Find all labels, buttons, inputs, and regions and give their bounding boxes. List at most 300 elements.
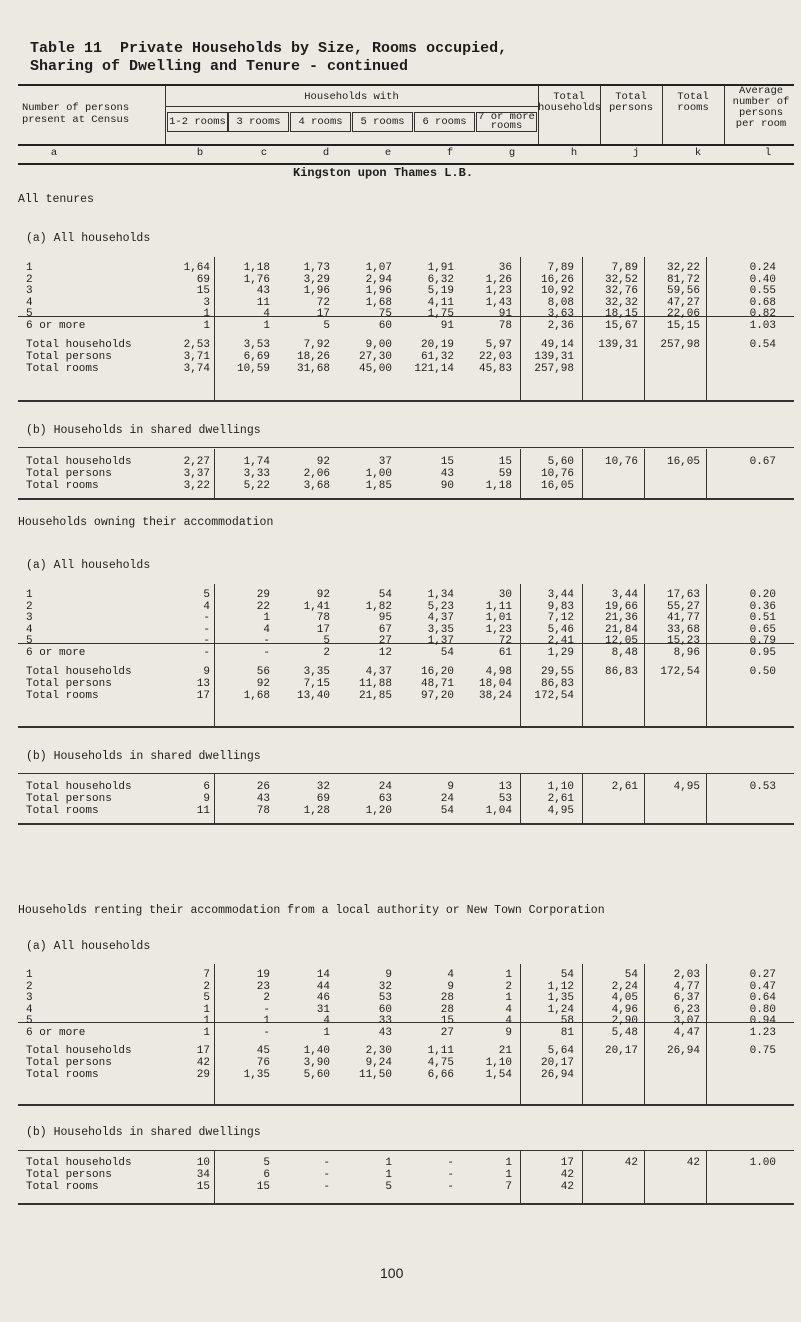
total-row-value: 26,94 xyxy=(666,1045,700,1057)
size-row-value: 32,32 xyxy=(604,296,638,309)
size-row-value: 44 xyxy=(316,980,330,993)
total-row-value: 29,55 xyxy=(540,666,574,678)
size-row-value: 0.27 xyxy=(749,969,776,981)
total-row-value: 42 xyxy=(624,1157,638,1169)
total-row-value: 9 xyxy=(203,666,210,678)
block-subheading: (a) All households xyxy=(26,940,151,953)
total-row-label: Total persons xyxy=(26,351,112,363)
total-row-value: 16,05 xyxy=(540,480,574,492)
total-row-value: 38,24 xyxy=(478,690,512,702)
size-row-value: 1 xyxy=(203,1015,210,1027)
size-row-value: 17,63 xyxy=(666,589,700,601)
size-row-value: 1,18 xyxy=(243,262,270,274)
size-row-value: - xyxy=(203,635,210,647)
size-row-value: 1 xyxy=(505,969,512,981)
column-letter-k: k xyxy=(694,147,702,159)
size-row-value: 1,11 xyxy=(485,600,512,613)
total-row-value: 1,85 xyxy=(365,480,392,492)
total-row-value: 45 xyxy=(256,1045,270,1057)
table-title-line2: Sharing of Dwelling and Tenure - continued xyxy=(30,58,409,75)
total-row-value: 0.67 xyxy=(749,456,776,468)
total-row-value: 15 xyxy=(498,456,512,468)
size-row-value: 72 xyxy=(316,296,330,309)
size-row-value: 17 xyxy=(316,623,330,636)
size-row-value: 2,36 xyxy=(547,319,574,332)
size-row-value: 5 xyxy=(203,992,210,1004)
total-row-value: 1,35 xyxy=(243,1069,270,1081)
size-row-value: 14 xyxy=(316,969,330,981)
size-row-label: 6 or more xyxy=(26,1026,86,1039)
total-row-value: 26 xyxy=(256,781,270,793)
total-row-value: 1,04 xyxy=(485,805,512,817)
total-row-value: 34 xyxy=(196,1169,210,1181)
total-row-value: - xyxy=(447,1157,454,1169)
size-row-value: 31 xyxy=(316,1003,330,1016)
rooms-col-header-5: 6 rooms xyxy=(414,112,475,132)
total-row-value: 3,53 xyxy=(243,339,270,351)
size-row-value: 1 xyxy=(203,319,210,332)
size-row-value: 78 xyxy=(498,319,512,332)
column-divider xyxy=(706,774,707,823)
persons-label-1: Number of persons xyxy=(22,102,130,114)
size-row-value: 32 xyxy=(378,980,392,993)
total-row-value: - xyxy=(323,1181,330,1193)
total-row-value: 5,60 xyxy=(303,1069,330,1081)
size-row-value: 2,90 xyxy=(611,1015,638,1027)
total-row-value: 4,95 xyxy=(547,805,574,817)
size-row-value: 0.36 xyxy=(749,600,776,613)
size-row-value: 0.40 xyxy=(749,273,776,286)
size-row-value: 2,41 xyxy=(547,635,574,647)
total-row-value: 11,50 xyxy=(358,1069,392,1081)
block-rule-bottom xyxy=(18,1203,794,1205)
size-row-value: 36 xyxy=(498,262,512,274)
total-row-value: 0.75 xyxy=(749,1045,776,1057)
size-row-value: 1 xyxy=(203,308,210,320)
size-row-label: 1 xyxy=(26,262,33,274)
size-row-value: 9 xyxy=(447,980,454,993)
total-row-value: 26,94 xyxy=(540,1069,574,1081)
size-row-value: - xyxy=(263,1003,270,1016)
total-row-value: 10 xyxy=(196,1157,210,1169)
total-row-value: 1,20 xyxy=(365,805,392,817)
size-row-value: 4,77 xyxy=(673,980,700,993)
total-row-value: 20,17 xyxy=(540,1057,574,1069)
total-row-value: 1,10 xyxy=(547,781,574,793)
size-row-label: 2 xyxy=(26,273,33,286)
total-row-value: - xyxy=(323,1157,330,1169)
total-row-value: 7,92 xyxy=(303,339,330,351)
size-row-value: 5 xyxy=(323,319,330,332)
column-letter-f: f xyxy=(446,147,454,159)
size-row-value: 27 xyxy=(440,1026,454,1039)
total-row-value: 139,31 xyxy=(598,339,638,351)
total-row-label: Total persons xyxy=(26,1057,112,1069)
total-row-value: 11 xyxy=(196,805,210,817)
total-row-value: 42 xyxy=(686,1157,700,1169)
column-divider xyxy=(706,964,707,1104)
size-row-value: 16,26 xyxy=(540,273,574,286)
size-row-value: 1,26 xyxy=(485,273,512,286)
size-row-value: 1,75 xyxy=(427,308,454,320)
size-row-value: 8,96 xyxy=(673,646,700,659)
size-row-value: 58 xyxy=(560,1015,574,1027)
size-row-value: 60 xyxy=(378,1003,392,1016)
size-row-value: 1,73 xyxy=(303,262,330,274)
column-letter-h: h xyxy=(570,147,578,159)
size-row-value: 9 xyxy=(505,1026,512,1039)
size-row-label: 1 xyxy=(26,589,33,601)
total-row-value: - xyxy=(447,1169,454,1181)
total-row-value: 3,68 xyxy=(303,480,330,492)
size-row-value: 54 xyxy=(560,969,574,981)
column-divider xyxy=(706,449,707,498)
size-row-value: 1,29 xyxy=(547,646,574,659)
total-row-label: Total persons xyxy=(26,1169,112,1181)
size-row-value: 1,37 xyxy=(427,635,454,647)
column-letter-c: c xyxy=(260,147,268,159)
total-row-value: 53 xyxy=(498,793,512,805)
size-row-value: 1.23 xyxy=(749,1026,776,1039)
size-row-value: 1,07 xyxy=(365,262,392,274)
total-row-value: 1,74 xyxy=(243,456,270,468)
size-row-value: 27 xyxy=(378,635,392,647)
total-row-value: 3,33 xyxy=(243,468,270,480)
total-row-value: 42 xyxy=(560,1181,574,1193)
size-row-value: 1 xyxy=(263,612,270,624)
size-row-value: 60 xyxy=(378,319,392,332)
total-row-value: 5,22 xyxy=(243,480,270,492)
size-row-value: 19 xyxy=(256,969,270,981)
size-row-value: 28 xyxy=(440,1003,454,1016)
households-with-label: Households with xyxy=(304,91,399,103)
total-row-value: 45,83 xyxy=(478,363,512,375)
total-row-label: Total households xyxy=(26,1045,132,1057)
size-row-value: 0.82 xyxy=(749,308,776,320)
total-row-value: 4,98 xyxy=(485,666,512,678)
size-row-value: 7,89 xyxy=(611,262,638,274)
size-row-value: 7,12 xyxy=(547,612,574,624)
size-row-value: 1 xyxy=(505,992,512,1004)
size-row-value: 0.79 xyxy=(749,635,776,647)
size-row-value: 12,05 xyxy=(604,635,638,647)
total-row-value: 21,85 xyxy=(358,690,392,702)
total-row-value: 13,40 xyxy=(296,690,330,702)
total-row-value: 37 xyxy=(378,456,392,468)
total-row-value: 43 xyxy=(256,793,270,805)
size-row-value: 2 xyxy=(323,646,330,659)
column-letter-j: j xyxy=(632,147,640,159)
size-row-value: - xyxy=(203,623,210,636)
total-row-value: 59 xyxy=(498,468,512,480)
size-row-value: - xyxy=(263,635,270,647)
block-rule-bottom xyxy=(18,823,794,825)
size-row-label: 3 xyxy=(26,992,33,1004)
size-row-value: 8,48 xyxy=(611,646,638,659)
size-row-value: 2 xyxy=(263,992,270,1004)
column-divider xyxy=(706,1150,707,1203)
rooms-col-header-1: 1-2 rooms xyxy=(167,112,228,132)
total-persons-header: Total persons xyxy=(608,91,654,114)
size-row-value: 1,96 xyxy=(303,285,330,297)
size-row-value: 29 xyxy=(256,589,270,601)
size-row-value: 1,96 xyxy=(365,285,392,297)
size-row-value: 3,35 xyxy=(427,623,454,636)
total-row-value: 63 xyxy=(378,793,392,805)
rooms-col-header-4: 5 rooms xyxy=(352,112,413,132)
total-row-value: 9 xyxy=(447,781,454,793)
total-row-value: 1,18 xyxy=(485,480,512,492)
total-row-value: 86,83 xyxy=(604,666,638,678)
size-row-value: 4,11 xyxy=(427,296,454,309)
total-row-value: 4,95 xyxy=(673,781,700,793)
size-row-value: 0.65 xyxy=(749,623,776,636)
section-heading: Households owning their accommodation xyxy=(18,516,274,529)
total-row-value: 13 xyxy=(196,678,210,690)
persons-label-2: present at Census xyxy=(22,114,130,126)
total-row-value: 121,14 xyxy=(414,363,454,375)
size-row-value: 4,05 xyxy=(611,992,638,1004)
total-row-label: Total persons xyxy=(26,468,112,480)
size-row-value: 5,46 xyxy=(547,623,574,636)
size-row-value: 6,37 xyxy=(673,992,700,1004)
size-row-value: 92 xyxy=(316,589,330,601)
total-row-value: 2,61 xyxy=(547,793,574,805)
size-row-value: 3,44 xyxy=(547,589,574,601)
size-row-value: 21,36 xyxy=(604,612,638,624)
size-row-value: 72 xyxy=(498,635,512,647)
size-row-value: 7,89 xyxy=(547,262,574,274)
size-row-value: 17 xyxy=(316,308,330,320)
block-rule-top xyxy=(18,1150,794,1151)
total-row-value: 3,74 xyxy=(183,363,210,375)
total-row-value: 0.53 xyxy=(749,781,776,793)
size-row-value: 67 xyxy=(378,623,392,636)
size-row-value: 3,44 xyxy=(611,589,638,601)
size-row-value: 3,29 xyxy=(303,273,330,286)
total-row-value: 69 xyxy=(316,793,330,805)
size-row-value: 59,56 xyxy=(666,285,700,297)
size-row-value: 54 xyxy=(378,589,392,601)
total-row-value: 18,26 xyxy=(296,351,330,363)
size-row-label: 4 xyxy=(26,1003,33,1016)
size-row-value: 4 xyxy=(505,1003,512,1016)
size-row-value: 1,24 xyxy=(547,1003,574,1016)
size-row-value: 15,67 xyxy=(604,319,638,332)
block-subheading: (b) Households in shared dwellings xyxy=(26,1126,261,1139)
total-row-value: 139,31 xyxy=(534,351,574,363)
block-rule-bottom xyxy=(18,498,794,500)
size-row-value: 0.47 xyxy=(749,980,776,993)
size-row-value: 1,35 xyxy=(547,992,574,1004)
size-row-value: 9,83 xyxy=(547,600,574,613)
total-row-value: 9,00 xyxy=(365,339,392,351)
size-row-label: 4 xyxy=(26,623,33,636)
block-subheading: (b) Households in shared dwellings xyxy=(26,750,261,763)
size-row-value: 4 xyxy=(203,600,210,613)
size-row-value: 43 xyxy=(378,1026,392,1039)
size-row-value: 1 xyxy=(203,1026,210,1039)
total-row-value: 1,40 xyxy=(303,1045,330,1057)
size-row-value: 10,92 xyxy=(540,285,574,297)
block-rule-bottom xyxy=(18,1104,794,1106)
block-subheading: (a) All households xyxy=(26,559,151,572)
total-row-value: 1,28 xyxy=(303,805,330,817)
block-rule-bottom xyxy=(18,400,794,402)
size-row-value: 78 xyxy=(316,612,330,624)
total-row-value: 10,76 xyxy=(540,468,574,480)
size-row-value: 2 xyxy=(203,980,210,993)
total-row-value: 15 xyxy=(196,1181,210,1193)
size-row-value: 0.68 xyxy=(749,296,776,309)
total-row-value: 4,37 xyxy=(365,666,392,678)
size-row-value: 1,23 xyxy=(485,623,512,636)
total-row-value: 1,10 xyxy=(485,1057,512,1069)
size-row-value: 4 xyxy=(263,308,270,320)
size-row-value: 91 xyxy=(498,308,512,320)
total-row-value: 257,98 xyxy=(660,339,700,351)
table-header xyxy=(18,84,794,165)
size-row-value: 28 xyxy=(440,992,454,1004)
total-row-value: 21 xyxy=(498,1045,512,1057)
size-row-label: 1 xyxy=(26,969,33,981)
size-row-value: 53 xyxy=(378,992,392,1004)
total-row-value: 257,98 xyxy=(534,363,574,375)
total-row-value: 172,54 xyxy=(534,690,574,702)
total-row-label: Total households xyxy=(26,339,132,351)
area-name: Kingston upon Thames L.B. xyxy=(293,166,474,180)
total-row-label: Total rooms xyxy=(26,1069,99,1081)
total-row-value: 92 xyxy=(316,456,330,468)
size-row-value: 1,23 xyxy=(485,285,512,297)
size-row-value: 4 xyxy=(323,1015,330,1027)
total-row-label: Total households xyxy=(26,456,132,468)
total-row-value: 5,97 xyxy=(485,339,512,351)
size-row-label: 5 xyxy=(26,1015,33,1027)
total-row-value: 1,54 xyxy=(485,1069,512,1081)
total-row-value: 16,05 xyxy=(666,456,700,468)
size-row-value: 15 xyxy=(440,1015,454,1027)
size-row-value: 1,01 xyxy=(485,612,512,624)
size-row-label: 5 xyxy=(26,635,33,647)
total-row-value: 5,64 xyxy=(547,1045,574,1057)
total-row-value: 20,17 xyxy=(604,1045,638,1057)
size-row-value: - xyxy=(203,646,210,659)
size-row-value: 4 xyxy=(263,623,270,636)
total-row-value: 42 xyxy=(196,1057,210,1069)
total-row-value: 13 xyxy=(498,781,512,793)
total-row-label: Total rooms xyxy=(26,1181,99,1193)
column-letter-e: e xyxy=(384,147,392,159)
total-row-value: 10,76 xyxy=(604,456,638,468)
size-row-value: 1 xyxy=(323,1026,330,1039)
size-row-value: 4,96 xyxy=(611,1003,638,1016)
total-row-value: - xyxy=(323,1169,330,1181)
total-row-value: 17 xyxy=(196,690,210,702)
size-row-value: 11 xyxy=(256,296,270,309)
size-row-value: 69 xyxy=(196,273,210,286)
size-row-value: 81 xyxy=(560,1026,574,1039)
total-row-value: 20,19 xyxy=(420,339,454,351)
size-row-value: 61 xyxy=(498,646,512,659)
size-row-value: 32,22 xyxy=(666,262,700,274)
total-row-value: 1 xyxy=(385,1157,392,1169)
total-row-label: Total persons xyxy=(26,793,112,805)
size-row-value: 41,77 xyxy=(666,612,700,624)
total-row-value: 15 xyxy=(256,1181,270,1193)
size-row-value: 33 xyxy=(378,1015,392,1027)
size-row-value: 0.55 xyxy=(749,285,776,297)
size-row-value: 0.80 xyxy=(749,1003,776,1016)
total-row-value: 0.54 xyxy=(749,339,776,351)
total-row-label: Total rooms xyxy=(26,363,99,375)
total-row-value: 5 xyxy=(263,1157,270,1169)
block-rule-bottom xyxy=(18,726,794,728)
total-row-value: 9,24 xyxy=(365,1057,392,1069)
size-row-value: 2,24 xyxy=(611,980,638,993)
total-row-value: 22,03 xyxy=(478,351,512,363)
size-row-value: 22,06 xyxy=(666,308,700,320)
column-letter-d: d xyxy=(322,147,330,159)
total-rooms-header: Total rooms xyxy=(677,91,709,114)
total-row-value: 3,90 xyxy=(303,1057,330,1069)
column-letter-a: a xyxy=(50,147,58,159)
total-row-value: 5 xyxy=(385,1181,392,1193)
size-row-value: 12 xyxy=(378,646,392,659)
total-row-value: 17 xyxy=(560,1157,574,1169)
size-row-value: 19,66 xyxy=(604,600,638,613)
size-row-value: 1,12 xyxy=(547,980,574,993)
size-row-label: 2 xyxy=(26,600,33,613)
block-rule-top xyxy=(18,447,794,448)
size-row-value: 75 xyxy=(378,308,392,320)
size-row-value: 3 xyxy=(203,296,210,309)
size-row-value: 0.95 xyxy=(749,646,776,659)
total-row-value: - xyxy=(447,1181,454,1193)
size-row-value: 1 xyxy=(203,1003,210,1016)
block-subheading: (b) Households in shared dwellings xyxy=(26,424,261,437)
size-row-value: 6,32 xyxy=(427,273,454,286)
section-heading: All tenures xyxy=(18,193,94,206)
size-row-value: 23 xyxy=(256,980,270,993)
total-row-value: 1,00 xyxy=(365,468,392,480)
rooms-col-header-3: 4 rooms xyxy=(290,112,351,132)
total-row-value: 78 xyxy=(256,805,270,817)
total-row-value: 24 xyxy=(440,793,454,805)
average-header: Average number of persons per room xyxy=(732,85,790,130)
size-row-value: 55,27 xyxy=(666,600,700,613)
size-row-value: 2,94 xyxy=(365,273,392,286)
size-row-label: 3 xyxy=(26,612,33,624)
total-row-label: Total rooms xyxy=(26,805,99,817)
size-row-value: 1.03 xyxy=(749,319,776,332)
total-row-value: 5,60 xyxy=(547,456,574,468)
size-row-value: 4,47 xyxy=(673,1026,700,1039)
total-row-label: Total households xyxy=(26,666,132,678)
total-households-header: Total households xyxy=(538,91,602,114)
total-row-value: 3,22 xyxy=(183,480,210,492)
total-row-value: 11,88 xyxy=(358,678,392,690)
total-row-value: 24 xyxy=(378,781,392,793)
total-row-value: 10,59 xyxy=(236,363,270,375)
total-row-value: 1 xyxy=(385,1169,392,1181)
total-row-value: 3,37 xyxy=(183,468,210,480)
total-row-value: 1.00 xyxy=(749,1157,776,1169)
total-row-value: 97,20 xyxy=(420,690,454,702)
column-divider xyxy=(706,257,707,400)
total-row-value: 2,27 xyxy=(183,456,210,468)
column-divider xyxy=(706,584,707,726)
